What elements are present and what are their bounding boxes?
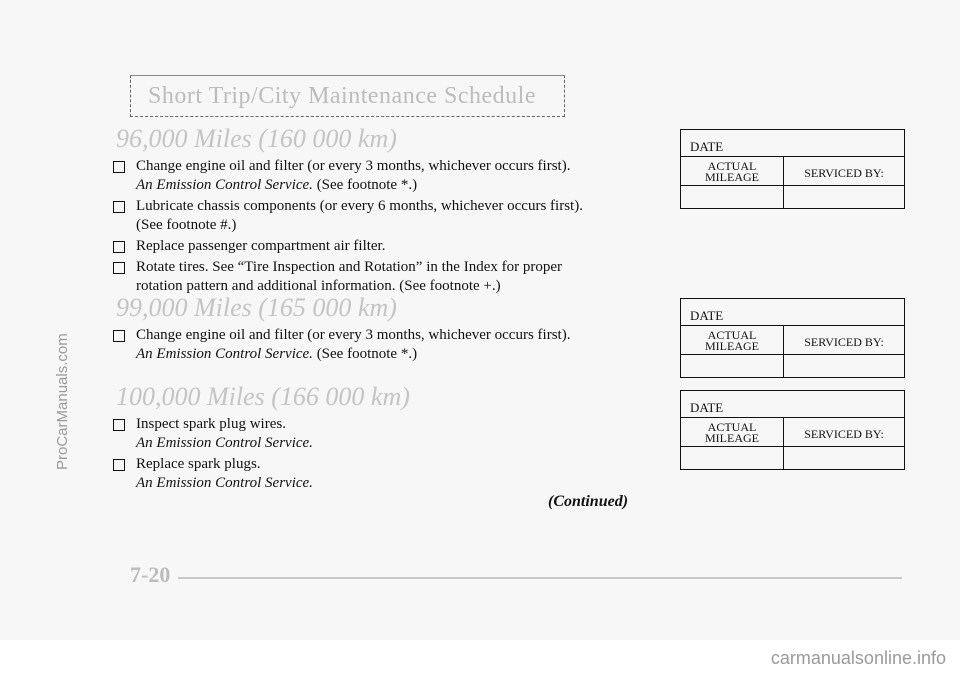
- actual-mileage-label: ACTUAL MILEAGE: [681, 326, 784, 354]
- checkbox[interactable]: [113, 330, 125, 342]
- checkbox[interactable]: [113, 161, 125, 173]
- item-note: An Emission Control Service.: [136, 177, 313, 193]
- service-record-card: [680, 129, 905, 209]
- card-header-row: [681, 157, 904, 186]
- card-entry-row: [681, 447, 904, 469]
- item-note: An Emission Control Service.: [136, 475, 313, 491]
- schedule-header-box: [130, 75, 565, 117]
- list-item: [110, 455, 636, 493]
- section-99000-miles: [110, 293, 636, 366]
- list-item: [110, 258, 636, 296]
- mileage-entry[interactable]: [681, 447, 784, 469]
- item-text: Replace passenger compartment air filter.: [136, 238, 386, 254]
- item-footnote: rotation pattern and additional information. (See footnote +.): [136, 278, 501, 294]
- side-watermark: ProCarManuals.com: [54, 333, 71, 470]
- item-footnote: (See footnote #.): [136, 217, 237, 233]
- footer-divider: [178, 577, 902, 579]
- actual-mileage-label: ACTUAL MILEAGE: [681, 157, 784, 185]
- card-header-row: [681, 418, 904, 447]
- miles-heading: 99,000 Miles (165 000 km): [116, 293, 397, 322]
- serviced-by-entry[interactable]: [784, 186, 904, 208]
- page-number: 7-20: [130, 562, 171, 587]
- card-header-row: [681, 326, 904, 355]
- miles-heading: 96,000 Miles (160 000 km): [116, 124, 397, 153]
- list-item: [110, 326, 636, 364]
- serviced-by-label: SERVICED BY:: [804, 166, 884, 180]
- item-text: Change engine oil and filter (or every 3 months, whichever occurs first).: [136, 327, 571, 343]
- item-footnote: (See footnote *.): [312, 346, 418, 362]
- list-item: [110, 157, 636, 195]
- card-entry-row: [681, 186, 904, 208]
- item-text: Lubricate chassis components (or every 6 months, whichever occurs first).: [136, 198, 583, 214]
- mileage-entry[interactable]: [681, 186, 784, 208]
- section-100000-miles: [110, 382, 636, 495]
- item-note: An Emission Control Service.: [136, 435, 313, 451]
- card-entry-row: [681, 355, 904, 377]
- continued-label: (Continued): [548, 493, 629, 510]
- checkbox[interactable]: [113, 262, 125, 274]
- schedule-title: Short Trip/City Maintenance Schedule: [148, 83, 536, 109]
- item-footnote: (See footnote *.): [312, 177, 418, 193]
- checkbox[interactable]: [113, 201, 125, 213]
- serviced-by-label: SERVICED BY:: [804, 335, 884, 349]
- service-record-card: [680, 298, 905, 378]
- item-text: Inspect spark plug wires.: [136, 416, 286, 432]
- checkbox[interactable]: [113, 459, 125, 471]
- date-field[interactable]: DATE: [681, 391, 904, 418]
- serviced-by-entry[interactable]: [784, 355, 904, 377]
- list-item: [110, 237, 636, 256]
- checkbox[interactable]: [113, 241, 125, 253]
- serviced-by-entry[interactable]: [784, 447, 904, 469]
- checkbox[interactable]: [113, 419, 125, 431]
- item-note: An Emission Control Service.: [136, 346, 313, 362]
- date-field[interactable]: DATE: [681, 130, 904, 157]
- list-item: [110, 415, 636, 453]
- section-96000-miles: [110, 124, 636, 298]
- site-watermark: carmanualsonline.info: [770, 648, 946, 668]
- item-text: Change engine oil and filter (or every 3 months, whichever occurs first).: [136, 158, 571, 174]
- list-item: [110, 197, 636, 235]
- date-field[interactable]: DATE: [681, 299, 904, 326]
- miles-heading: 100,000 Miles (166 000 km): [116, 382, 410, 411]
- actual-mileage-label: ACTUAL MILEAGE: [681, 418, 784, 446]
- item-text: Rotate tires. See “Tire Inspection and Rotation” in the Index for proper: [136, 259, 562, 275]
- serviced-by-label: SERVICED BY:: [804, 427, 884, 441]
- mileage-entry[interactable]: [681, 355, 784, 377]
- service-record-card: [680, 390, 905, 470]
- item-text: Replace spark plugs.: [136, 456, 261, 472]
